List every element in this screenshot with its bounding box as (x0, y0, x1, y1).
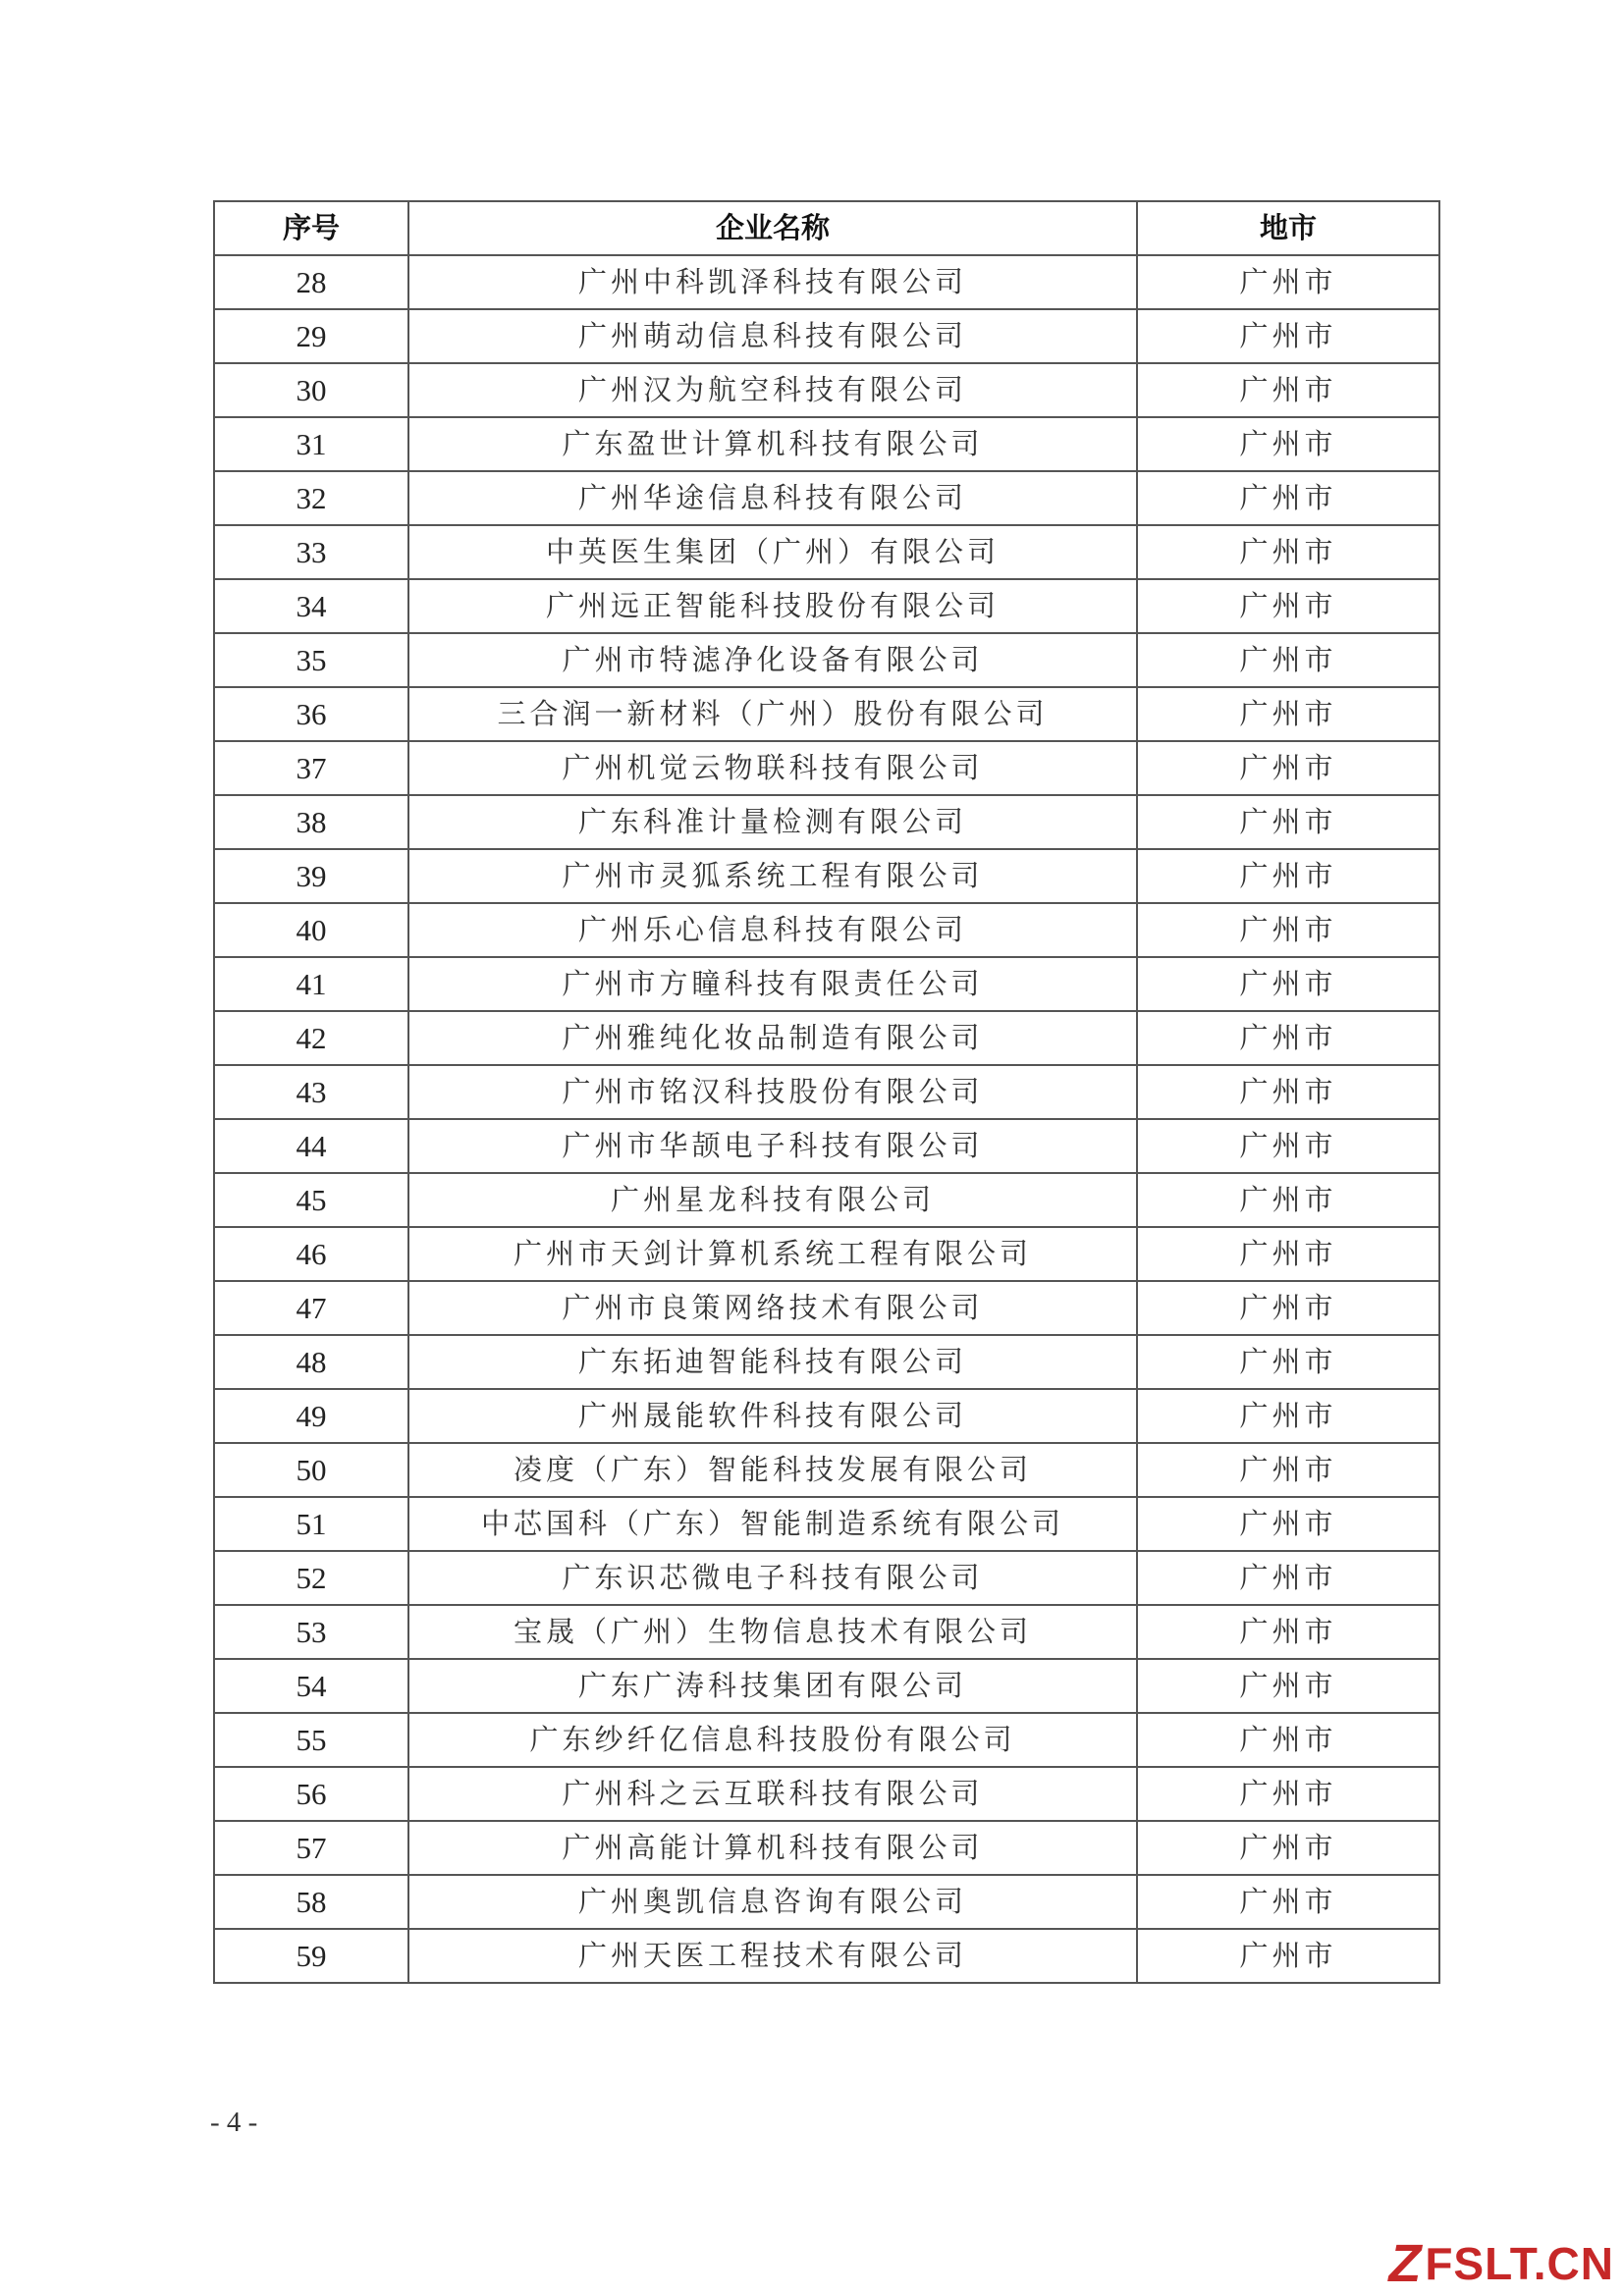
table-row (214, 1227, 1439, 1281)
cell-city: 广州市 (1137, 471, 1439, 525)
cell-city: 广州市 (1137, 741, 1439, 795)
cell-city: 广州市 (1137, 1119, 1439, 1173)
table-row (214, 1929, 1439, 1983)
table-row (214, 1875, 1439, 1929)
cell-city: 广州市 (1137, 1713, 1439, 1767)
cell-company-name: 广东拓迪智能科技有限公司 (408, 1335, 1137, 1389)
site-watermark (1388, 2234, 1614, 2293)
table-row (214, 1173, 1439, 1227)
cell-city: 广州市 (1137, 1335, 1439, 1389)
cell-city: 广州市 (1137, 957, 1439, 1011)
cell-seq: 41 (214, 957, 408, 1011)
cell-city: 广州市 (1137, 525, 1439, 579)
cell-company-name: 中芯国科（广东）智能制造系统有限公司 (408, 1497, 1137, 1551)
cell-company-name: 广州高能计算机科技有限公司 (408, 1821, 1137, 1875)
cell-seq: 33 (214, 525, 408, 579)
cell-seq: 38 (214, 795, 408, 849)
cell-city: 广州市 (1137, 1173, 1439, 1227)
cell-company-name: 广州中科凯泽科技有限公司 (408, 255, 1137, 309)
cell-city: 广州市 (1137, 1605, 1439, 1659)
table-row (214, 1335, 1439, 1389)
cell-seq: 57 (214, 1821, 408, 1875)
watermark-logo-icon: Z (1388, 2234, 1422, 2293)
table-row (214, 255, 1439, 309)
watermark-text: FSLT.CN (1425, 2238, 1614, 2289)
table-row (214, 1605, 1439, 1659)
cell-company-name: 广东盈世计算机科技有限公司 (408, 417, 1137, 471)
cell-seq: 39 (214, 849, 408, 903)
table-row (214, 849, 1439, 903)
cell-city: 广州市 (1137, 1389, 1439, 1443)
enterprise-table (213, 200, 1440, 1984)
cell-seq: 30 (214, 363, 408, 417)
cell-city: 广州市 (1137, 903, 1439, 957)
cell-company-name: 广州星龙科技有限公司 (408, 1173, 1137, 1227)
cell-company-name: 广州市天剑计算机系统工程有限公司 (408, 1227, 1137, 1281)
table-row (214, 309, 1439, 363)
table-row (214, 417, 1439, 471)
cell-company-name: 广东识芯微电子科技有限公司 (408, 1551, 1137, 1605)
table-row (214, 471, 1439, 525)
cell-company-name: 广州远正智能科技股份有限公司 (408, 579, 1137, 633)
cell-city: 广州市 (1137, 417, 1439, 471)
table-row (214, 1551, 1439, 1605)
cell-city: 广州市 (1137, 1011, 1439, 1065)
cell-seq: 36 (214, 687, 408, 741)
header-row (214, 201, 1439, 255)
cell-seq: 35 (214, 633, 408, 687)
table-row (214, 1443, 1439, 1497)
cell-seq: 32 (214, 471, 408, 525)
cell-company-name: 三合润一新材料（广州）股份有限公司 (408, 687, 1137, 741)
table-row (214, 1065, 1439, 1119)
cell-seq: 29 (214, 309, 408, 363)
cell-city: 广州市 (1137, 1821, 1439, 1875)
cell-company-name: 广州华途信息科技有限公司 (408, 471, 1137, 525)
table-row (214, 1713, 1439, 1767)
cell-company-name: 广州晟能软件科技有限公司 (408, 1389, 1137, 1443)
cell-city: 广州市 (1137, 1065, 1439, 1119)
cell-seq: 44 (214, 1119, 408, 1173)
table-row (214, 1659, 1439, 1713)
cell-city: 广州市 (1137, 1443, 1439, 1497)
cell-company-name: 广州汉为航空科技有限公司 (408, 363, 1137, 417)
cell-company-name: 广州乐心信息科技有限公司 (408, 903, 1137, 957)
cell-city: 广州市 (1137, 1227, 1439, 1281)
cell-company-name: 广州天医工程技术有限公司 (408, 1929, 1137, 1983)
table-row (214, 633, 1439, 687)
cell-seq: 37 (214, 741, 408, 795)
cell-seq: 55 (214, 1713, 408, 1767)
cell-seq: 28 (214, 255, 408, 309)
cell-company-name: 广州雅纯化妆品制造有限公司 (408, 1011, 1137, 1065)
cell-seq: 40 (214, 903, 408, 957)
cell-company-name: 广州市良策网络技术有限公司 (408, 1281, 1137, 1335)
cell-company-name: 广州市华颉电子科技有限公司 (408, 1119, 1137, 1173)
table-row (214, 1767, 1439, 1821)
cell-city: 广州市 (1137, 255, 1439, 309)
cell-company-name: 广州市方瞳科技有限责任公司 (408, 957, 1137, 1011)
table-row (214, 1821, 1439, 1875)
cell-city: 广州市 (1137, 363, 1439, 417)
cell-company-name: 广州机觉云物联科技有限公司 (408, 741, 1137, 795)
cell-city: 广州市 (1137, 1497, 1439, 1551)
cell-company-name: 广州市铭汉科技股份有限公司 (408, 1065, 1137, 1119)
table-row (214, 579, 1439, 633)
cell-city: 广州市 (1137, 687, 1439, 741)
table-row (214, 525, 1439, 579)
table-row (214, 1281, 1439, 1335)
cell-seq: 59 (214, 1929, 408, 1983)
cell-seq: 56 (214, 1767, 408, 1821)
header-city: 地市 (1137, 201, 1439, 255)
cell-company-name: 广州奥凯信息咨询有限公司 (408, 1875, 1137, 1929)
cell-company-name: 凌度（广东）智能科技发展有限公司 (408, 1443, 1137, 1497)
table-body (214, 255, 1439, 1983)
cell-seq: 31 (214, 417, 408, 471)
page-number: - 4 - (210, 2107, 258, 2138)
cell-city: 广州市 (1137, 1551, 1439, 1605)
cell-city: 广州市 (1137, 1659, 1439, 1713)
cell-company-name: 广州市特滤净化设备有限公司 (408, 633, 1137, 687)
cell-company-name: 广东纱纤亿信息科技股份有限公司 (408, 1713, 1137, 1767)
cell-city: 广州市 (1137, 579, 1439, 633)
cell-city: 广州市 (1137, 795, 1439, 849)
cell-seq: 53 (214, 1605, 408, 1659)
table-row (214, 687, 1439, 741)
header-seq: 序号 (214, 201, 408, 255)
header-company-name: 企业名称 (408, 201, 1137, 255)
cell-seq: 45 (214, 1173, 408, 1227)
table-row (214, 741, 1439, 795)
table-row (214, 795, 1439, 849)
table-row (214, 1011, 1439, 1065)
cell-company-name: 中英医生集团（广州）有限公司 (408, 525, 1137, 579)
cell-company-name: 广州市灵狐系统工程有限公司 (408, 849, 1137, 903)
cell-seq: 34 (214, 579, 408, 633)
table-row (214, 1119, 1439, 1173)
cell-seq: 51 (214, 1497, 408, 1551)
cell-company-name: 宝晟（广州）生物信息技术有限公司 (408, 1605, 1137, 1659)
cell-seq: 52 (214, 1551, 408, 1605)
cell-seq: 49 (214, 1389, 408, 1443)
table-row (214, 957, 1439, 1011)
cell-city: 广州市 (1137, 1281, 1439, 1335)
cell-city: 广州市 (1137, 633, 1439, 687)
table-row (214, 1497, 1439, 1551)
cell-seq: 48 (214, 1335, 408, 1389)
cell-seq: 54 (214, 1659, 408, 1713)
cell-company-name: 广州科之云互联科技有限公司 (408, 1767, 1137, 1821)
cell-seq: 47 (214, 1281, 408, 1335)
cell-seq: 42 (214, 1011, 408, 1065)
cell-company-name: 广东科准计量检测有限公司 (408, 795, 1137, 849)
cell-seq: 43 (214, 1065, 408, 1119)
cell-company-name: 广州萌动信息科技有限公司 (408, 309, 1137, 363)
cell-seq: 46 (214, 1227, 408, 1281)
cell-city: 广州市 (1137, 1767, 1439, 1821)
cell-city: 广州市 (1137, 1929, 1439, 1983)
table-row (214, 1389, 1439, 1443)
table-row (214, 903, 1439, 957)
cell-seq: 50 (214, 1443, 408, 1497)
table-row (214, 363, 1439, 417)
cell-city: 广州市 (1137, 849, 1439, 903)
cell-city: 广州市 (1137, 1875, 1439, 1929)
cell-seq: 58 (214, 1875, 408, 1929)
cell-city: 广州市 (1137, 309, 1439, 363)
table-header (214, 201, 1439, 255)
cell-company-name: 广东广涛科技集团有限公司 (408, 1659, 1137, 1713)
